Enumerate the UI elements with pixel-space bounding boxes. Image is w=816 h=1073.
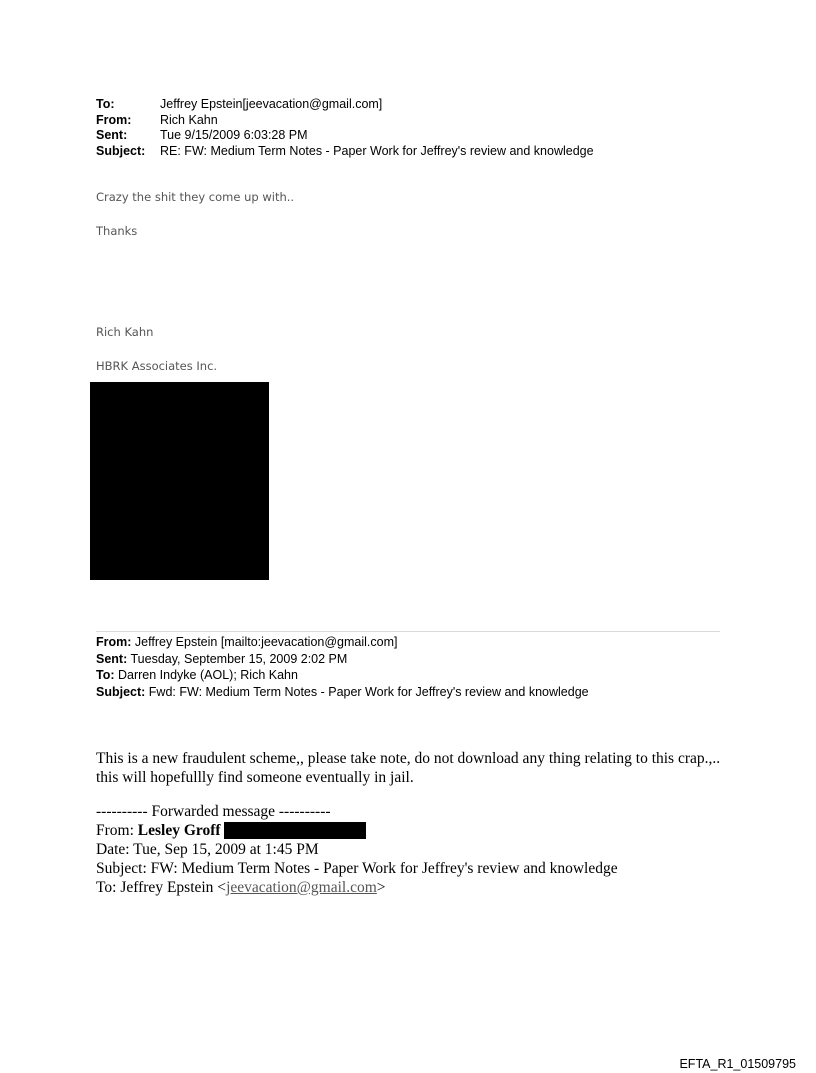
- forwarded-date: Date: Tue, Sep 15, 2009 at 1:45 PM: [96, 841, 319, 858]
- header-from-label: From:: [96, 112, 132, 127]
- fwd-subject-label: Subject:: [96, 684, 146, 699]
- header-from-row: [96, 113, 594, 129]
- header-to-value: Jeffrey Epstein[jeevacation@gmail.com]: [160, 97, 383, 111]
- forwarded-to-row: [96, 878, 618, 897]
- forwarded-to-prefix: To: Jeffrey Epstein <: [96, 879, 227, 896]
- forwarded-to-suffix: >: [376, 879, 386, 896]
- forwarded-from-row: [96, 821, 618, 840]
- forwarded-header: [96, 634, 589, 700]
- fwd-from-row: [96, 634, 589, 651]
- reply-line-2: Thanks: [96, 224, 138, 238]
- forwarded-subject: Subject: FW: Medium Term Notes - Paper Work for Jeffrey's review and knowledge: [96, 860, 618, 877]
- header-sent-row: [96, 128, 594, 144]
- forwarded-to-email-link[interactable]: jeevacation@gmail.com: [226, 879, 377, 896]
- document-id: EFTA_R1_01509795: [679, 1057, 796, 1071]
- header-subject-label: Subject:: [96, 143, 146, 158]
- header-sent-label: Sent:: [96, 128, 128, 142]
- fwd-from-label: From:: [96, 635, 132, 649]
- forwarded-divider: ---------- Forwarded message ----------: [96, 803, 331, 820]
- forwarded-from-name: Lesley Groff: [137, 822, 221, 839]
- header-from-value: Rich Kahn: [160, 112, 218, 127]
- header-to-row: [96, 97, 594, 113]
- fwd-from-value: Jeffrey Epstein [mailto:jeevacation@gmail.com]: [134, 635, 398, 649]
- header-to-label: To:: [96, 97, 115, 111]
- email-header: [96, 97, 594, 159]
- fwd-sent-label: Sent:: [96, 651, 128, 666]
- reply-line-1: Crazy the shit they come up with..: [96, 190, 295, 204]
- message-body: This is a new fraudulent scheme,, please take note, do not download any thing relating to this crap.,.. this will hopefullly find someone eventually in jail.: [96, 750, 721, 786]
- fwd-to-label: To:: [96, 668, 115, 682]
- signature-name: Rich Kahn: [96, 325, 154, 339]
- signature-company: HBRK Associates Inc.: [96, 359, 218, 373]
- redacted-email: [224, 822, 366, 839]
- header-subject-value: RE: FW: Medium Term Notes - Paper Work for Jeffrey's review and knowledge: [160, 143, 594, 158]
- forwarded-message: [96, 802, 618, 897]
- header-subject-row: [96, 144, 594, 160]
- fwd-to-value: Darren Indyke (AOL); Rich Kahn: [118, 668, 298, 682]
- header-sent-value: Tue 9/15/2009 6:03:28 PM: [160, 128, 308, 142]
- fwd-sent-value: Tuesday, September 15, 2009 2:02 PM: [130, 651, 348, 666]
- divider-line: [96, 631, 720, 632]
- fwd-subject-value: Fwd: FW: Medium Term Notes - Paper Work for Jeffrey's review and knowledge: [148, 684, 589, 699]
- forwarded-from-prefix: From:: [96, 822, 134, 839]
- redacted-image: [90, 382, 269, 580]
- fwd-to-row: [96, 667, 589, 684]
- fwd-subject-row: [96, 684, 589, 701]
- fwd-sent-row: [96, 651, 589, 668]
